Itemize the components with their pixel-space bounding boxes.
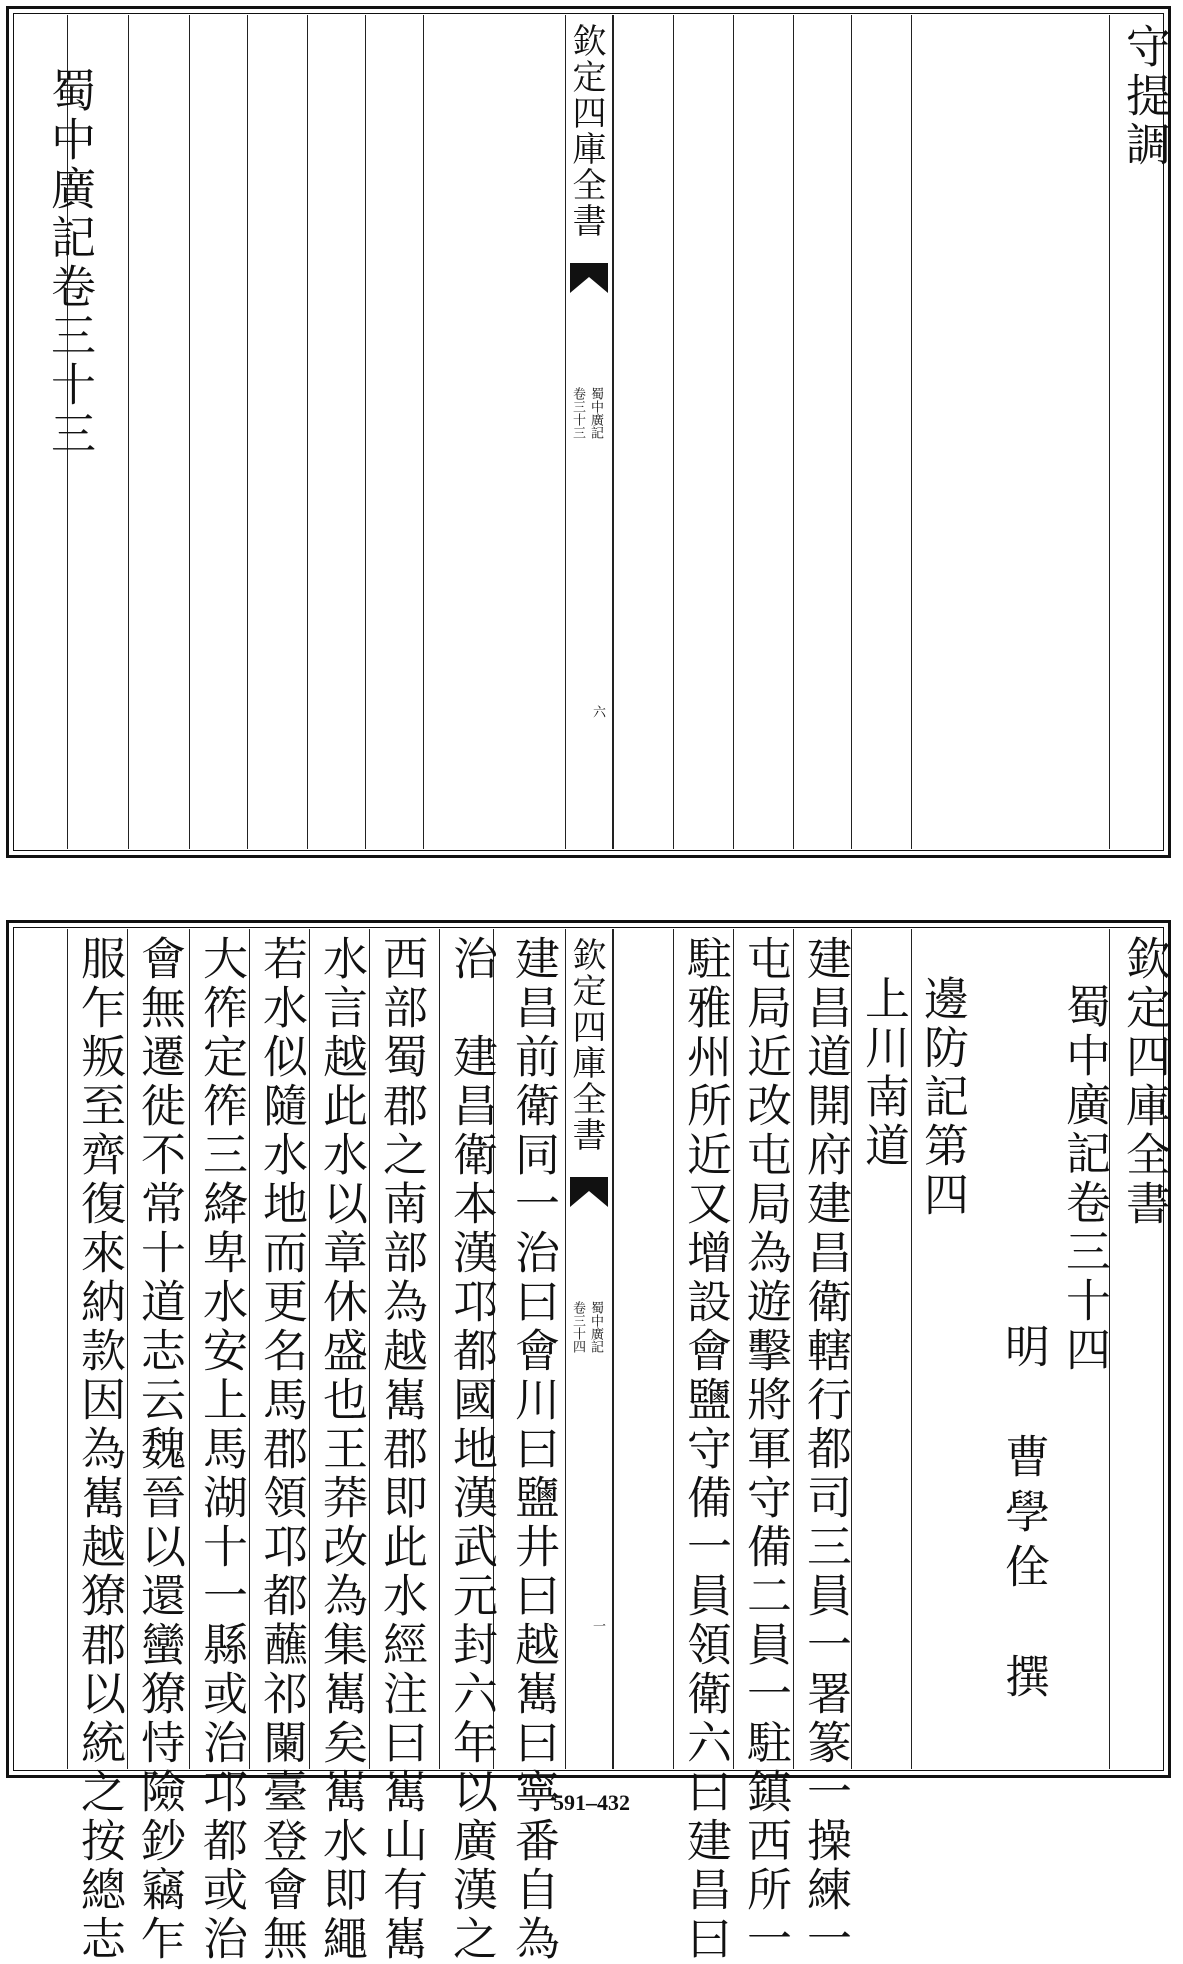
text-column: 建昌道開府建昌衛轄行都司三員一署篆一操練一 <box>799 935 852 1964</box>
text-column: 若水似隨水地而更名馬郡領邛都蘸祁闌臺登會無 <box>255 935 308 1964</box>
text-column: 屯局近改屯局為遊擊將軍守備二員一駐鎮西所一 <box>739 935 792 1964</box>
text-column: 駐雅州所近又增設會鹽守備一員領衛六曰建昌曰 <box>679 935 732 1964</box>
center-fold <box>565 15 613 849</box>
top-page <box>6 6 1171 858</box>
chapter-heading: 邊防記第四 <box>916 975 969 1220</box>
center-book-name: 蜀中廣記 <box>588 1301 603 1353</box>
column-rule <box>247 15 248 849</box>
section-heading: 上川南道 <box>857 975 910 1171</box>
text-column: 建昌前衛同一治曰會川曰鹽井曰越嶲曰寧番自為 <box>507 935 560 1964</box>
text-column: 服乍叛至齊復來納款因為嶲越獠郡以統之按總志 <box>73 935 126 1964</box>
fish-tail-mark-icon <box>570 263 608 293</box>
center-header: 欽定四庫全書 <box>566 23 606 239</box>
center-page-number: 一 <box>590 1619 605 1632</box>
column-rule <box>673 929 674 1769</box>
center-volume: 卷三十三 <box>570 387 585 439</box>
center-fold <box>565 929 613 1769</box>
center-page-number: 六 <box>590 705 605 718</box>
volume-end-title: 蜀中廣記卷三十三 <box>43 67 96 459</box>
column-rule <box>423 15 424 849</box>
column-rule <box>613 15 614 849</box>
column-rule <box>793 15 794 849</box>
column-rule <box>189 15 190 849</box>
column-rule <box>613 929 614 1769</box>
column-rule <box>733 15 734 849</box>
center-header: 欽定四庫全書 <box>566 937 606 1153</box>
text-column: 會無遷徙不常十道志云魏晉以還蠻獠恃險鈔竊乍 <box>133 935 186 1964</box>
collection-title: 欽定四庫全書 <box>1118 935 1171 1229</box>
center-book-name: 蜀中廣記 <box>588 387 603 439</box>
text-column: 水言越此水以章休盛也王莽改為集嶲矣嶲水即繩 <box>315 935 368 1964</box>
footer-page-number: 591–432 <box>553 1790 630 1815</box>
column-rule <box>1109 15 1110 849</box>
column-rule <box>307 15 308 849</box>
text-column: 治 建昌衛本漢邛都國地漢武元封六年以廣漢之 <box>445 935 498 1964</box>
fish-tail-mark-icon <box>570 1177 608 1207</box>
center-volume: 卷三十四 <box>570 1301 585 1353</box>
author-line: 明 曹學佺 撰 <box>997 1323 1050 1708</box>
column-rule <box>439 929 440 1769</box>
column-rule <box>673 15 674 849</box>
proofreader-title: 守提調 <box>1118 23 1171 170</box>
column-rule <box>851 15 852 849</box>
text-column: 西部蜀郡之南部為越嶲郡即此水經注曰嶲山有嶲 <box>375 935 428 1964</box>
column-rule <box>189 929 190 1769</box>
column-rule <box>67 929 68 1769</box>
volume-title: 蜀中廣記卷三十四 <box>1058 983 1111 1375</box>
column-rule <box>128 15 129 849</box>
text-column: 大筰定筰三絳卑水安上馬湖十一縣或治邛都或治 <box>195 935 248 1964</box>
column-rule <box>911 15 912 849</box>
column-rule <box>365 15 366 849</box>
